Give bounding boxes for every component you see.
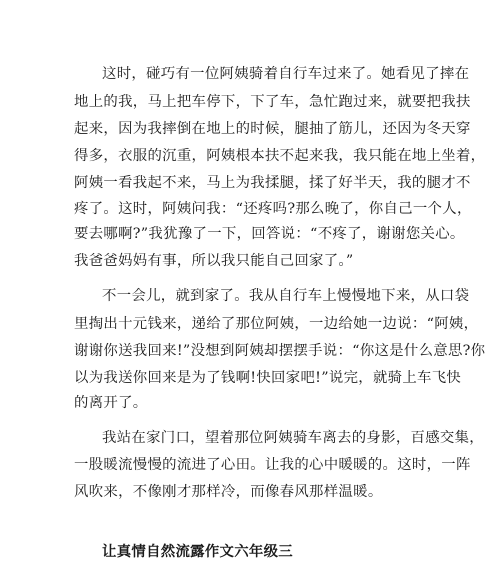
paragraph-line: 的离开了。	[74, 395, 148, 411]
paragraph-line: 一股暖流慢慢的流进了心田。让我的心中暖暖的。这时，一阵	[74, 457, 471, 473]
paragraph-line: 不一会儿，就到家了。我从自行车上慢慢地下来，从口袋	[102, 288, 470, 304]
paragraph-line: 里掏出十元钱来，递给了那位阿姨，一边给她一边说：“阿姨，	[74, 316, 479, 332]
paragraph-line: 谢谢你送我回来!”没想到阿姨却摆摆手说：“你这是什么意思?你	[74, 343, 486, 359]
paragraph-line: 这时，碰巧有一位阿姨骑着自行车过来了。她看见了摔在	[102, 66, 470, 82]
paragraph-line: 地上的我，马上把车停下，下了车，急忙跑过来，就要把我扶	[74, 94, 471, 110]
paragraph-line: 风吹来，不像刚才那样冷，而像春风那样温暖。	[74, 484, 383, 500]
paragraph-line: 以为我送你回来是为了钱啊!快回家吧!”说完，就骑上车飞快	[74, 370, 462, 386]
paragraph-line: 我爸爸妈妈有事，所以我只能自己回家了。”	[74, 253, 354, 269]
paragraph-line: 起来，因为我摔倒在地上的时候，腿抽了筋儿，还因为冬天穿	[74, 121, 471, 137]
paragraph-line: 要去哪啊?”我犹豫了一下，回答说：“不疼了，谢谢您关心。	[74, 226, 465, 242]
paragraph-line: 我站在家门口，望着那位阿姨骑车离去的身影，百感交集，	[102, 430, 484, 446]
paragraph-line: 得多，衣服的沉重，阿姨根本扶不起来我，我只能在地上坐着，	[74, 148, 486, 164]
section-heading: 让真情自然流露作文六年级三	[102, 543, 293, 560]
paragraph-line: 阿姨一看我起不来，马上为我揉腿，揉了好半天，我的腿才不	[74, 175, 471, 191]
paragraph-line: 疼了。这时，阿姨问我：“还疼吗?那么晚了，你自己一个人，	[74, 201, 472, 217]
